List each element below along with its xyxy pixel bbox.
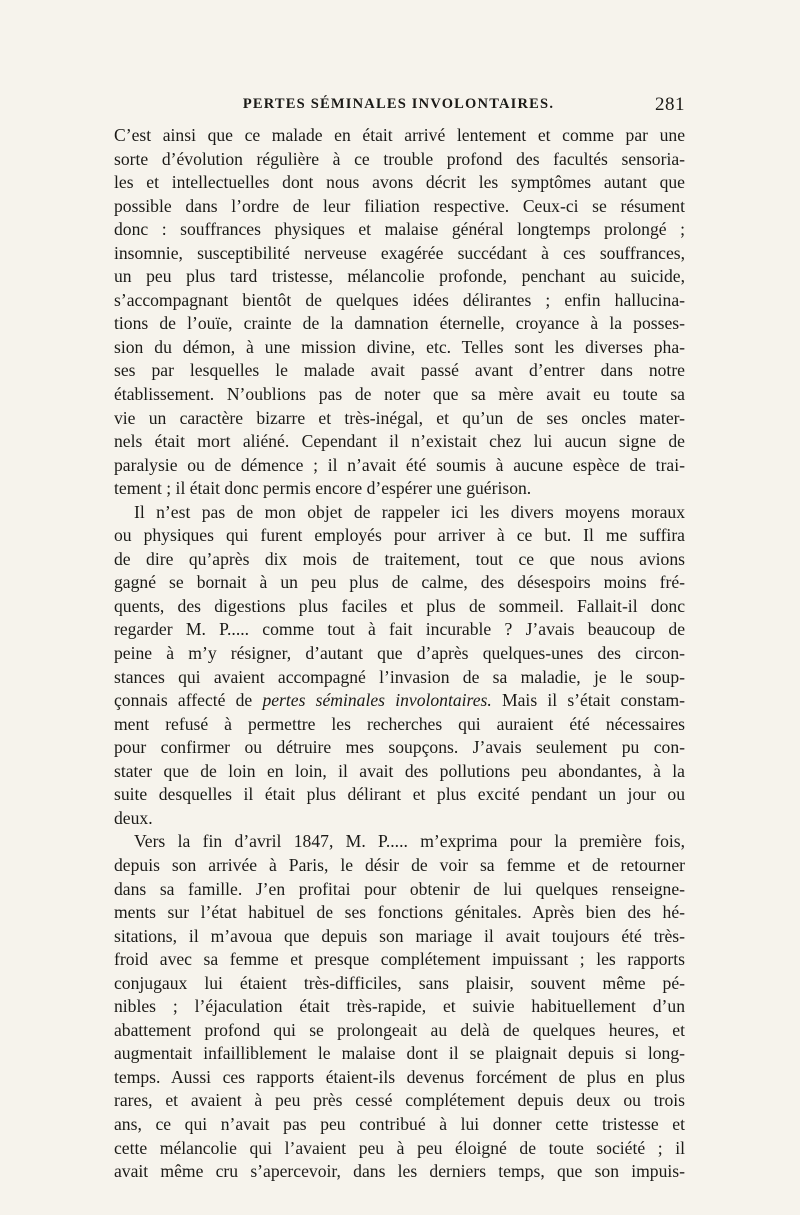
text-line: les et intellectuelles dont nous avons décrit les symptômes autant que <box>114 172 685 193</box>
text-line: peine à m’y résigner, d’autant que d’après quelques-unes des circon- <box>114 643 685 664</box>
text-line: stances qui avaient accompagné l’invasion de sa maladie, je le soup- <box>114 666 685 687</box>
text-line: possible dans l’ordre de leur filiation respective. Ceux-ci se résument <box>114 195 685 216</box>
text-line: ou physiques qui furent employés pour arriver à ce but. Il me suffira <box>114 525 685 546</box>
text-line: quents, des digestions plus faciles et plus de sommeil. Fallait-il donc <box>114 595 685 616</box>
text-line: augmentait infailliblement le malaise dont il se plaignait depuis si long- <box>114 1043 685 1064</box>
text-line: deux. <box>114 807 153 828</box>
running-title: PERTES SÉMINALES INVOLONTAIRES. <box>242 96 555 112</box>
text-line: dans sa famille. J’en profitai pour obtenir de lui quelques renseigne- <box>114 878 685 899</box>
text-line: abattement profond qui se prolongeait au delà de quelques heures, et <box>114 1019 685 1040</box>
text-line: établissement. N’oublions pas de noter que sa mère avait eu toute sa <box>114 384 685 405</box>
text-line: cette mélancolie qui l’avaient peu à peu éloigné de toute société ; il <box>114 1137 685 1158</box>
text-line: Il n’est pas de mon objet de rappeler ici les divers moyens moraux <box>134 501 685 522</box>
text-line: rares, et avaient à peu près cessé complétement depuis deux ou trois <box>114 1090 685 1111</box>
text-line: sitations, il m’avoua que depuis son mariage il avait toujours été très- <box>114 925 685 946</box>
page-number: 281 <box>655 94 685 115</box>
italic-term: pertes séminales involontaires. <box>262 690 492 711</box>
text-line: tions de l’ouïe, crainte de la damnation éternelle, croyance à la posses- <box>114 313 685 334</box>
text-line: Vers la fin d’avril 1847, M. P..... m’exprima pour la première fois, <box>134 831 685 852</box>
text-line: donc : souffrances physiques et malaise général longtemps prolongé ; <box>114 219 685 240</box>
running-head <box>112 96 685 120</box>
text-line: ses par lesquelles le malade avait passé avant d’entrer dans notre <box>114 360 685 381</box>
text-line: temps. Aussi ces rapports étaient-ils devenus forcément de plus en plus <box>114 1066 685 1087</box>
text-line: stater que de loin en loin, il avait des pollutions peu abondantes, à la <box>114 760 685 781</box>
text-line: suite desquelles il était plus délirant et plus excité pendant un jour ou <box>114 784 685 805</box>
text-line: nels était mort aliéné. Cependant il n’existait chez lui aucun signe de <box>114 431 685 452</box>
text-line: froid avec sa femme et presque complétement impuissant ; les rapports <box>114 949 685 970</box>
text-line: depuis son arrivée à Paris, le désir de voir sa femme et de retourner <box>114 854 685 875</box>
text-line: sorte d’évolution régulière à ce trouble profond des facultés sensoria- <box>114 148 685 169</box>
text-line: de dire qu’après dix mois de traitement, tout ce que nous avions <box>114 548 685 569</box>
text-line: pour confirmer ou détruire mes soupçons. J’avais seulement pu con- <box>114 737 685 758</box>
text-line: conjugaux lui étaient très-difficiles, sans plaisir, souvent même pé- <box>114 972 685 993</box>
text-line: paralysie ou de démence ; il n’avait été soumis à aucune espèce de trai- <box>114 454 685 475</box>
text-line: C’est ainsi que ce malade en était arrivé lentement et comme par une <box>114 125 685 145</box>
text-line: insomnie, susceptibilité nerveuse exagérée succédant à ces souffrances, <box>114 242 685 263</box>
text-line: s’accompagnant bientôt de quelques idées délirantes ; enfin hallucina- <box>114 289 685 310</box>
text-line: regarder M. P..... comme tout à fait incurable ? J’avais beaucoup de <box>114 619 685 640</box>
text-line: ans, ce qui n’avait pas peu contribué à lui donner cette tristesse et <box>114 1113 685 1134</box>
text-line: sion du démon, à une mission divine, etc. Telles sont les diverses pha- <box>114 336 685 357</box>
text-segment: Mais il s’était constam- <box>501 690 685 711</box>
body-text <box>114 124 685 1184</box>
text-line: tement ; il était donc permis encore d’espérer une guérison. <box>114 478 532 499</box>
text-line: nibles ; l’éjaculation était très-rapide, et suivie habituellement d’un <box>114 996 685 1017</box>
text-segment: çonnais affecté de <box>114 690 253 711</box>
text-line: avait même cru s’apercevoir, dans les derniers temps, que son impuis- <box>114 1161 685 1182</box>
text-line: ment refusé à permettre les recherches qui auraient été nécessaires <box>114 713 685 734</box>
text-line: un peu plus tard tristesse, mélancolie profonde, penchant au suicide, <box>114 266 685 287</box>
text-line: gagné se bornait à un peu plus de calme, des désespoirs moins fré- <box>114 572 685 593</box>
text-line: ments sur l’état habituel de ses fonctions génitales. Après bien des hé- <box>114 902 685 923</box>
text-line: vie un caractère bizarre et très-inégal, et qu’un de ses oncles mater- <box>114 407 685 428</box>
text-line-mixed <box>114 689 685 713</box>
